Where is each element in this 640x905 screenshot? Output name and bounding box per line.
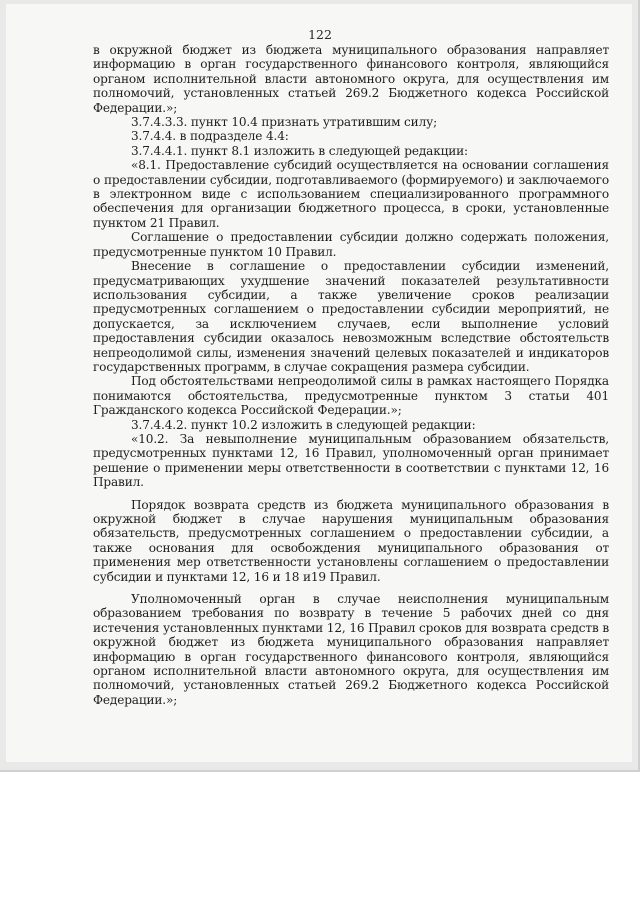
paragraph-authorized-body: Уполномоченный орган в случае неисполнения муниципальным образованием требования по возврату в течение 5 рабочих дней со дня истечения установленных пунктами 12, 16 Правил сроков для возврата средств в окружной бюджет из бюджета муниципального образования направляет информацию в орган государственного финансового контроля, являющийся органом исполнительной власти автономного округа, для осуществления им полномочий, установленных статьей 269.2 Бюджетного кодекса Российской Федерации.»;: [93, 592, 609, 707]
paragraph-item-3-7-4-4-1: 3.7.4.4.1. пункт 8.1 изложить в следующей редакции:: [131, 143, 468, 158]
paragraph-item-3-7-4-4-2: 3.7.4.4.2. пункт 10.2 изложить в следующей редакции:: [131, 417, 476, 432]
paragraph-clause-8-1: «8.1. Предоставление субсидий осуществляется на основании соглашения о предоставлении субсидии, подготавливаемого (формируемого) и заключаемого в электронном виде с использованием специализированного программного обеспечения для организации бюджетного процесса, в сроки, установленные пунктом 21 Правил.: [93, 158, 609, 230]
paragraph-agreement-changes: Внесение в соглашение о предоставлении субсидии изменений, предусматривающих ухудшение значений показателей результативности использования субсидии, а также увеличение сроков реализации предусмотренных соглашением о предоставлении субсидии мероприятий, не допускается, за исключением случаев, если выполнение условий предоставления субсидии оказалось невозможным вследствие обстоятельств непреодолимой силы, изменения значений целевых показателей и индикаторов государственных программ, в случае сокращения размера субсидии.: [93, 259, 609, 374]
paragraph-agreement-provisions: Соглашение о предоставлении субсидии должно содержать положения, предусмотренные пунктом 10 Правил.: [93, 230, 609, 259]
document-body: [93, 43, 609, 707]
paragraph-budget-info-continuation: в окружной бюджет из бюджета муниципального образования направляет информацию в орган государственного финансового контроля, являющийся органом исполнительной власти автономного округа, для осуществления им полномочий, установленных статьей 269.2 Бюджетного кодекса Российской Федерации.»;: [93, 43, 609, 115]
paragraph-refund-procedure: Порядок возврата средств из бюджета муниципального образования в окружной бюджет в случае нарушения муниципальным образования обязательств, предусмотренных соглашением о предоставлении субсидии, а также основания для освобождения муниципального образования от применения мер ответственности установлены соглашением о предоставлении субсидии и пунктами 12, 16 и 18 и19 Правил.: [93, 497, 609, 584]
page-number: 122: [308, 27, 332, 42]
paragraph-clause-10-2: «10.2. За невыполнение муниципальным образованием обязательств, предусмотренных пунктами 12, 16 Правил, уполномоченный орган принимает решение о применении меры ответственности в соответствии с пунктами 12, 16 Правил.: [93, 431, 609, 490]
paragraph-item-3-7-4-3-3: 3.7.4.3.3. пункт 10.4 признать утратившим силу;: [131, 115, 438, 130]
paragraph-item-3-7-4-4: 3.7.4.4. в подразделе 4.4:: [131, 129, 289, 144]
paragraph-force-majeure: Под обстоятельствами непреодолимой силы в рамках настоящего Порядка понимаются обстоятельства, предусмотренные пунктом 3 статьи 401 Гражданского кодекса Российской Федерации.»;: [93, 374, 609, 418]
